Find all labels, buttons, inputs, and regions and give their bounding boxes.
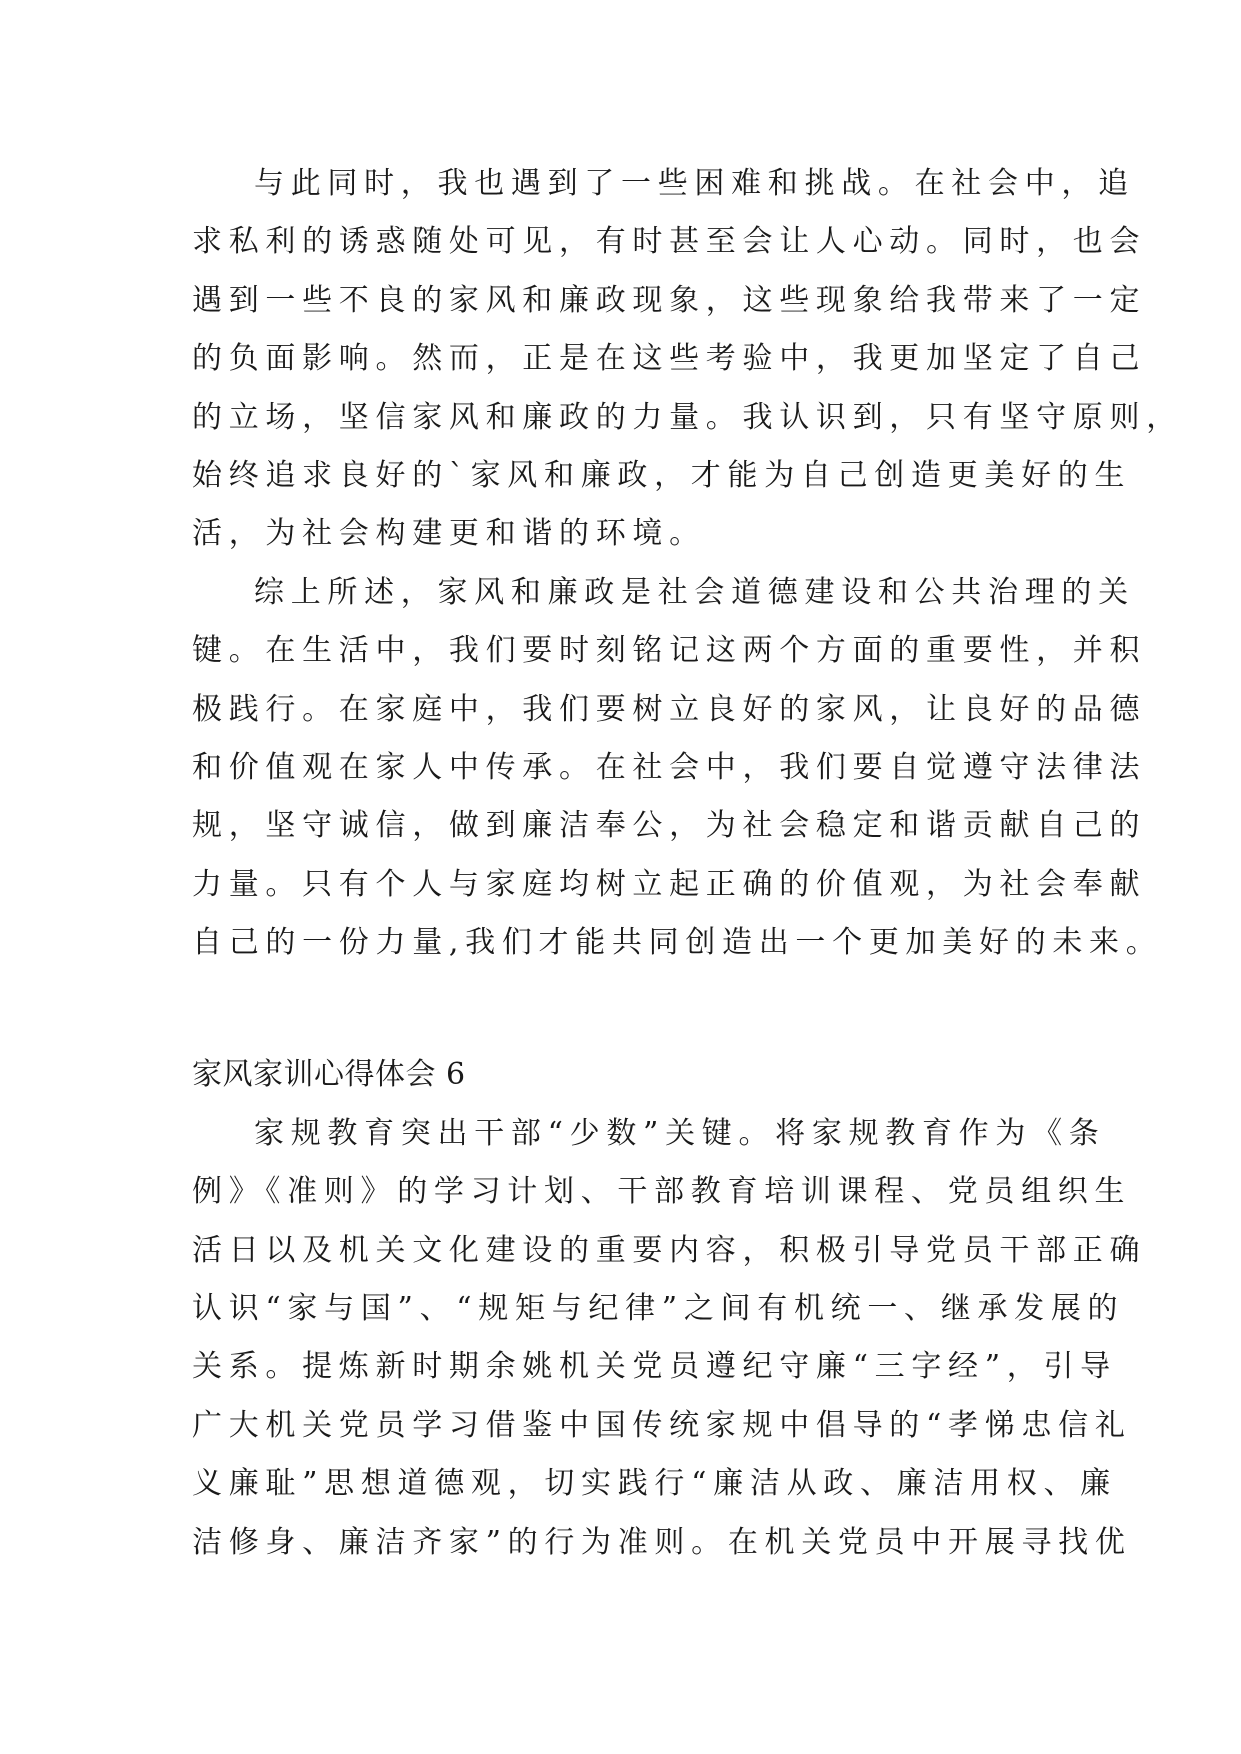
text-line: 遇到一些不良的家风和廉政现象，这些现象给我带来了一定 xyxy=(192,282,1147,318)
text-line: 与此同时，我也遇到了一些困难和挑战。在社会中，追 xyxy=(254,166,1135,201)
text-line: 例》《准则》的学习计划、干部教育培训课程、党员组织生 xyxy=(192,1174,1132,1210)
text-line: 关系。提炼新时期余姚机关党员遵纪守廉“三字经”，引导 xyxy=(192,1349,1117,1385)
text-line: 活日以及机关文化建设的重要内容，积极引导党员干部正确 xyxy=(192,1232,1147,1268)
document-page xyxy=(192,155,1183,1572)
section-gap xyxy=(192,972,1050,1046)
text-line: 始终追求良好的`家风和廉政，才能为自己创造更美好的生 xyxy=(192,457,1132,493)
text-line: 综上所述，家风和廉政是社会道德建设和公共治理的关 xyxy=(254,574,1135,610)
text-line: 求私利的诱惑随处可见，有时甚至会让人心动。同时，也会 xyxy=(192,224,1147,260)
paragraph-2 xyxy=(192,564,1163,973)
text-line: 认识“家与国”、“规矩与纪律”之间有机统一、继承发展的 xyxy=(192,1291,1125,1327)
paragraph-3 xyxy=(192,1105,1147,1572)
paragraph-1 xyxy=(192,155,1183,564)
text-line: 的负面影响。然而，正是在这些考验中，我更加坚定了自己 xyxy=(192,341,1147,377)
text-line: 广大机关党员学习借鉴中国传统家规中倡导的“孝悌忠信礼 xyxy=(192,1407,1132,1443)
text-line: 和价值观在家人中传承。在社会中，我们要自觉遵守法律法 xyxy=(192,749,1147,785)
text-line: 自己的一份力量,我们才能共同创造出一个更加美好的未来。 xyxy=(192,925,1163,961)
section-title: 家风家训心得体会 6 xyxy=(192,1057,466,1093)
text-line: 洁修身、廉洁齐家”的行为准则。在机关党员中开展寻找优 xyxy=(192,1524,1132,1560)
text-line: 义廉耻”思想道德观，切实践行“廉洁从政、廉洁用权、廉 xyxy=(192,1466,1117,1502)
text-line: 的立场，坚信家风和廉政的力量。我认识到，只有坚守原则， xyxy=(192,399,1183,435)
text-line: 极践行。在家庭中，我们要树立良好的家风，让良好的品德 xyxy=(192,691,1147,727)
text-line: 键。在生活中，我们要时刻铭记这两个方面的重要性，并积 xyxy=(192,633,1147,669)
text-line: 家规教育突出干部“少数”关键。将家规教育作为《条 xyxy=(254,1115,1106,1151)
text-line: 力量。只有个人与家庭均树立起正确的价值观，为社会奉献 xyxy=(192,866,1147,902)
text-line: 活，为社会构建更和谐的环境。 xyxy=(192,516,706,552)
text-line: 规，坚守诚信，做到廉洁奉公，为社会稳定和谐贡献自己的 xyxy=(192,808,1147,844)
